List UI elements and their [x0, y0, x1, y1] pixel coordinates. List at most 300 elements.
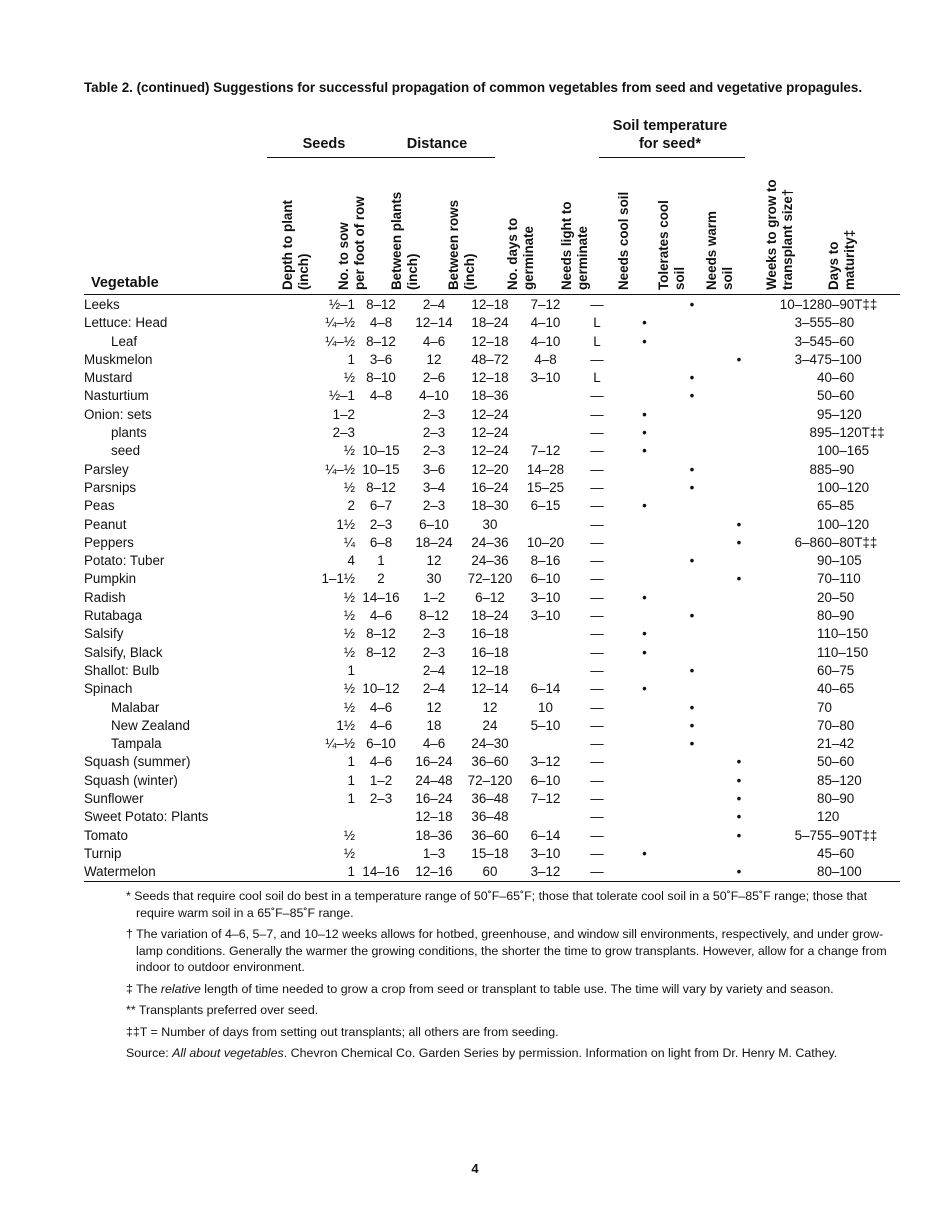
cell-warm — [717, 406, 761, 424]
cell-weeks: 8 — [809, 461, 817, 477]
cell-mat: 60–80T‡‡ — [817, 534, 878, 550]
cell-br: 16–18 — [471, 644, 509, 660]
cell-bp: 16–24 — [415, 791, 453, 807]
cell-depth: ½–1 — [328, 388, 355, 404]
header-needs-light: Needs light to germinate — [559, 201, 590, 290]
cell-sow: 8–12 — [366, 297, 396, 312]
cell-sow: 4–8 — [369, 315, 393, 331]
cell-warm — [717, 680, 761, 698]
cell-cool — [622, 387, 667, 405]
cell-vegetable: seed — [111, 443, 141, 459]
header-weeks-transplant: Weeks to grow to transplant size† — [764, 179, 795, 290]
cell-bp: 4–6 — [422, 736, 446, 752]
cell-days: 6–10 — [530, 571, 561, 587]
cell-tol — [667, 644, 717, 662]
cell-cool — [622, 351, 667, 369]
cell-depth: ½ — [343, 626, 355, 642]
cell-sow: 8–10 — [366, 370, 396, 386]
cell-mat: 65–85 — [817, 498, 855, 514]
cell-weeks — [761, 406, 817, 424]
cell-depth: 1½ — [336, 717, 355, 733]
table-row — [84, 772, 900, 790]
cell-weeks — [761, 699, 817, 717]
cell-tol: • — [689, 608, 695, 624]
cell-cool: • — [642, 443, 647, 459]
cell-vegetable: Mustard — [84, 370, 133, 386]
cell-tol — [667, 625, 717, 643]
cell-days: 7–12 — [530, 443, 561, 459]
cell-days: 8–16 — [530, 553, 561, 569]
cell-cool: • — [642, 626, 647, 642]
cell-weeks — [761, 387, 817, 405]
cell-light: — — [590, 736, 604, 752]
table-row — [84, 625, 900, 643]
cell-warm — [717, 625, 761, 643]
table-row — [84, 790, 900, 808]
column-headers — [0, 0, 950, 292]
cell-br: 15–18 — [471, 845, 509, 861]
cell-days — [519, 625, 572, 643]
cell-tol — [667, 497, 717, 515]
cell-tol — [667, 351, 717, 369]
cell-bp: 30 — [426, 571, 442, 587]
cell-br: 24–30 — [471, 736, 509, 752]
table-row — [84, 845, 900, 863]
cell-days: 7–12 — [530, 791, 561, 807]
bottom-rule — [84, 881, 900, 882]
cell-warm: • — [736, 809, 742, 825]
cell-bp: 24–48 — [415, 772, 453, 788]
cell-tol — [667, 442, 717, 460]
cell-days — [519, 424, 572, 442]
cell-mat: 80–90T‡‡ — [817, 297, 878, 312]
footnote-source: Source: All about vegetables. Chevron Chemical Co. Garden Series by permission. Information on light from Dr. Henry M. Cathey. — [126, 1046, 838, 1060]
cell-sow — [355, 424, 407, 442]
cell-sow: 4–6 — [369, 717, 393, 733]
cell-days: 3–10 — [530, 845, 561, 861]
cell-depth: ½–1 — [328, 297, 355, 312]
cell-cool — [622, 461, 667, 479]
cell-tol — [667, 406, 717, 424]
cell-depth: ¼–½ — [325, 461, 355, 477]
cell-days: 6–14 — [530, 827, 561, 843]
cell-light: — — [590, 534, 604, 550]
cell-weeks — [761, 863, 817, 881]
cell-tol — [667, 589, 717, 607]
cell-warm: • — [736, 791, 742, 807]
cell-warm — [717, 607, 761, 625]
cell-bp: 18 — [426, 717, 442, 733]
cell-mat: 70–110 — [817, 571, 861, 587]
cell-bp: 8–12 — [419, 608, 449, 624]
cell-cool — [622, 516, 667, 534]
cell-depth: 2–3 — [332, 425, 355, 441]
cell-vegetable: Onion: sets — [84, 406, 152, 422]
cell-vegetable: Sunflower — [84, 791, 144, 807]
cell-warm — [717, 387, 761, 405]
cell-bp: 12–16 — [415, 864, 453, 880]
cell-depth: 1–1½ — [321, 571, 355, 587]
table-row — [84, 497, 900, 515]
cell-days: 5–10 — [530, 717, 561, 733]
cell-warm: • — [736, 534, 742, 550]
cell-tol — [667, 680, 717, 698]
cell-sow: 10–15 — [362, 443, 400, 459]
cell-warm — [717, 424, 761, 442]
cell-warm: • — [736, 571, 742, 587]
cell-light: — — [590, 351, 604, 367]
cell-mat: 50–60 — [817, 388, 855, 404]
cell-depth: ¼–½ — [325, 333, 355, 349]
footnote-days-transplant: ‡‡T = Number of days from setting out transplants; all others are from seeding. — [126, 1024, 559, 1039]
cell-weeks: 6–8 — [794, 534, 817, 550]
table-row — [84, 863, 900, 881]
cell-sow: 4–6 — [369, 699, 393, 715]
cell-tol: • — [689, 736, 695, 752]
cell-br: 18–30 — [471, 498, 509, 514]
cell-mat: 100–165 — [817, 443, 870, 459]
cell-days: 7–12 — [530, 297, 561, 312]
cell-weeks — [761, 479, 817, 497]
cell-mat: 120 — [817, 809, 840, 825]
cell-cool — [622, 607, 667, 625]
cell-vegetable: Tampala — [111, 736, 162, 752]
cell-sow: 1 — [377, 553, 385, 569]
cell-mat: 100–120 — [817, 479, 870, 495]
cell-days — [519, 735, 572, 753]
cell-weeks — [761, 772, 817, 790]
cell-depth: 1 — [347, 754, 355, 770]
cell-bp: 12 — [426, 699, 442, 715]
cell-br: 12–24 — [471, 425, 509, 441]
group-soil-temp-line1: Soil temperature — [612, 118, 728, 134]
cell-sow: 4–6 — [369, 608, 393, 624]
group-seeds: Seeds — [302, 136, 346, 152]
cell-bp: 12 — [426, 351, 442, 367]
cell-days — [519, 387, 572, 405]
cell-cool — [622, 479, 667, 497]
cell-mat: 80–100 — [817, 864, 862, 880]
cell-warm — [717, 442, 761, 460]
cell-mat: 20–50 — [817, 589, 855, 605]
cell-bp: 2–3 — [422, 406, 446, 422]
cell-tol — [667, 314, 717, 332]
table-row — [84, 607, 900, 625]
cell-warm — [717, 497, 761, 515]
cell-warm: • — [736, 772, 742, 788]
cell-light: — — [590, 717, 604, 733]
cell-vegetable: Pumpkin — [84, 571, 137, 587]
header-tolerates-cool: Tolerates cool soil — [656, 200, 687, 290]
cell-days: 6–14 — [530, 681, 561, 697]
cell-vegetable: Radish — [84, 589, 126, 605]
cell-mat: 70 — [817, 699, 832, 715]
cell-depth: ½ — [343, 370, 355, 386]
cell-tol — [667, 827, 717, 845]
table-row — [84, 351, 900, 369]
cell-weeks — [761, 589, 817, 607]
table-row — [84, 570, 900, 588]
table-row — [84, 406, 900, 424]
table-row — [84, 387, 900, 405]
cell-light: — — [590, 626, 604, 642]
cell-vegetable: Leaf — [111, 333, 138, 349]
cell-weeks: 3–4 — [794, 351, 817, 367]
cell-tol: • — [689, 461, 695, 477]
cell-depth: ½ — [343, 681, 355, 697]
cell-cool — [622, 570, 667, 588]
cell-br: 48–72 — [471, 351, 509, 367]
cell-br: 72–120 — [467, 571, 513, 587]
cell-light: — — [590, 681, 604, 697]
cell-tol: • — [689, 388, 695, 404]
cell-depth: ½ — [343, 479, 355, 495]
page-number: 4 — [471, 1161, 479, 1176]
cell-weeks — [761, 497, 817, 515]
cell-warm — [717, 314, 761, 332]
cell-depth: 1 — [347, 864, 355, 880]
cell-bp: 1–2 — [422, 589, 446, 605]
cell-warm — [717, 644, 761, 662]
cell-light: — — [590, 754, 604, 770]
cell-br: 18–36 — [471, 388, 509, 404]
cell-light: — — [590, 864, 604, 880]
cell-bp: 16–24 — [415, 754, 453, 770]
cell-br: 12–24 — [471, 443, 509, 459]
table-row — [84, 333, 900, 351]
cell-weeks — [761, 680, 817, 698]
cell-days: 3–10 — [530, 608, 561, 624]
cell-mat: 50–60 — [817, 754, 855, 770]
cell-vegetable: Sweet Potato: Plants — [84, 809, 209, 825]
cell-days: 10 — [538, 699, 553, 715]
cell-mat: 85–90 — [817, 461, 855, 477]
cell-warm: • — [736, 827, 742, 843]
header-between-plants: Between plants (inch) — [389, 191, 420, 290]
cell-bp: 6–10 — [419, 516, 449, 532]
cell-depth: ½ — [343, 589, 355, 605]
cell-weeks — [761, 735, 817, 753]
cell-cool: • — [642, 406, 647, 422]
cell-mat: 80–90 — [817, 608, 855, 624]
cell-tol — [667, 753, 717, 771]
header-vegetable: Vegetable — [91, 275, 159, 291]
cell-cool — [622, 772, 667, 790]
cell-warm — [717, 296, 761, 314]
cell-depth: 1 — [347, 791, 355, 807]
cell-tol: • — [689, 553, 695, 569]
cell-light: — — [590, 589, 604, 605]
cell-days: 3–12 — [530, 754, 561, 770]
cell-weeks — [761, 625, 817, 643]
cell-cool — [622, 369, 667, 387]
cell-light: — — [590, 516, 604, 532]
table-body — [84, 296, 900, 882]
table-row — [84, 552, 900, 570]
cell-sow — [355, 827, 407, 845]
cell-mat: 75–100 — [817, 351, 862, 367]
cell-cool — [622, 808, 667, 826]
cell-mat: 110–150 — [817, 626, 869, 642]
cell-warm — [717, 845, 761, 863]
cell-br: 72–120 — [467, 772, 513, 788]
group-distance: Distance — [406, 136, 468, 152]
cell-light: — — [590, 461, 604, 477]
table-row — [84, 424, 900, 442]
cell-tol: • — [689, 717, 695, 733]
table-row — [84, 479, 900, 497]
cell-weeks: 3–5 — [794, 333, 817, 349]
cell-light: — — [590, 571, 604, 587]
cell-mat: 55–90T‡‡ — [817, 827, 878, 843]
table-row — [84, 461, 900, 479]
footnotes — [126, 888, 896, 1067]
cell-days: 15–25 — [526, 479, 565, 495]
cell-days: 4–10 — [530, 315, 561, 331]
cell-br: 12–18 — [471, 333, 509, 349]
cell-depth — [291, 808, 355, 826]
cell-mat: 90–105 — [817, 553, 862, 569]
cell-days: 3–10 — [530, 370, 561, 386]
table-row — [84, 516, 900, 534]
cell-cool: • — [642, 644, 647, 660]
cell-light: L — [593, 370, 601, 386]
table-row — [84, 442, 900, 460]
cell-depth: ¼ — [343, 534, 355, 550]
cell-cool — [622, 790, 667, 808]
table-row — [84, 827, 900, 845]
table-row — [84, 296, 900, 314]
cell-br: 12–18 — [471, 662, 509, 678]
cell-br: 36–60 — [471, 827, 509, 843]
cell-sow: 6–8 — [369, 534, 393, 550]
cell-tol: • — [689, 297, 695, 312]
cell-depth: ½ — [343, 644, 355, 660]
cell-depth: 2 — [347, 498, 355, 514]
cell-warm — [717, 552, 761, 570]
cell-vegetable: Salsify, Black — [84, 644, 163, 660]
cell-vegetable: plants — [111, 425, 147, 441]
cell-light: — — [590, 827, 604, 843]
cell-weeks — [761, 717, 817, 735]
cell-weeks — [761, 644, 817, 662]
cell-tol — [667, 534, 717, 552]
cell-cool: • — [642, 845, 647, 861]
cell-light: — — [590, 845, 604, 861]
cell-warm: • — [736, 351, 742, 367]
cell-cool: • — [642, 315, 647, 331]
cell-bp: 18–24 — [415, 534, 453, 550]
header-depth: Depth to plant (inch) — [280, 199, 311, 290]
cell-warm — [717, 369, 761, 387]
cell-light: — — [590, 498, 604, 514]
cell-bp: 2–4 — [422, 681, 446, 697]
cell-warm — [717, 479, 761, 497]
cell-br: 12–24 — [471, 406, 509, 422]
cell-light: — — [590, 809, 604, 825]
table-row — [84, 314, 900, 332]
table-caption: Table 2. (continued) Suggestions for successful propagation of common vegetables from seed and vegetative propagules. — [84, 80, 863, 95]
cell-tol — [667, 808, 717, 826]
cell-cool — [622, 863, 667, 881]
table-row — [84, 717, 900, 735]
cell-days: 10–20 — [526, 534, 565, 550]
cell-cool — [622, 827, 667, 845]
cell-light: — — [590, 297, 604, 312]
cell-depth: 1 — [347, 351, 355, 367]
cell-days — [519, 808, 572, 826]
cell-vegetable: Lettuce: Head — [84, 315, 168, 331]
header-rule — [84, 294, 900, 295]
cell-weeks — [761, 516, 817, 534]
cell-sow — [355, 845, 407, 863]
cell-light: — — [590, 791, 604, 807]
cell-cool — [622, 296, 667, 314]
cell-days: 3–12 — [530, 864, 561, 880]
cell-sow — [355, 406, 407, 424]
cell-cool — [622, 735, 667, 753]
cell-mat: 110–150 — [817, 644, 869, 660]
header-between-rows: Between rows (inch) — [446, 199, 477, 290]
table-row — [84, 680, 900, 698]
cell-weeks — [761, 845, 817, 863]
table-row — [84, 589, 900, 607]
cell-days — [519, 644, 572, 662]
cell-vegetable: Parsnips — [84, 479, 137, 495]
cell-vegetable: Potato: Tuber — [84, 553, 165, 569]
table-row — [84, 699, 900, 717]
header-needs-warm: Needs warm soil — [704, 211, 735, 290]
cell-light: — — [590, 479, 604, 495]
cell-br: 12–20 — [471, 461, 509, 477]
cell-mat: 45–60 — [817, 845, 855, 861]
cell-weeks — [761, 662, 817, 680]
cell-weeks: 5–7 — [794, 827, 817, 843]
group-soil-temp-line2: for seed* — [638, 136, 702, 152]
cell-weeks: 10–12 — [779, 297, 817, 312]
cell-bp: 2–3 — [422, 626, 446, 642]
cell-light: — — [590, 406, 604, 422]
cell-cool — [622, 753, 667, 771]
cell-days: 14–28 — [526, 461, 565, 477]
cell-cool: • — [642, 333, 647, 349]
cell-tol — [667, 424, 717, 442]
cell-depth: ¼–½ — [325, 736, 355, 752]
table-row — [84, 369, 900, 387]
cell-tol: • — [689, 479, 695, 495]
cell-sow: 2 — [377, 571, 385, 587]
cell-tol — [667, 845, 717, 863]
cell-days: 6–10 — [530, 772, 561, 788]
cell-br: 24–36 — [471, 534, 509, 550]
cell-weeks — [761, 369, 817, 387]
cell-br: 16–24 — [471, 479, 509, 495]
cell-vegetable: Peppers — [84, 534, 134, 550]
cell-br: 36–48 — [471, 809, 509, 825]
cell-depth: 1 — [347, 662, 355, 678]
cell-light: — — [590, 662, 604, 678]
cell-light: — — [590, 425, 604, 441]
table-row — [84, 662, 900, 680]
cell-bp: 2–3 — [422, 498, 446, 514]
cell-vegetable: Leeks — [84, 297, 120, 312]
cell-tol: • — [689, 370, 695, 386]
cell-br: 18–24 — [471, 608, 509, 624]
cell-light: — — [590, 443, 604, 459]
cell-bp: 4–10 — [419, 388, 449, 404]
cell-mat: 40–60 — [817, 370, 855, 386]
cell-sow: 10–12 — [362, 681, 400, 697]
